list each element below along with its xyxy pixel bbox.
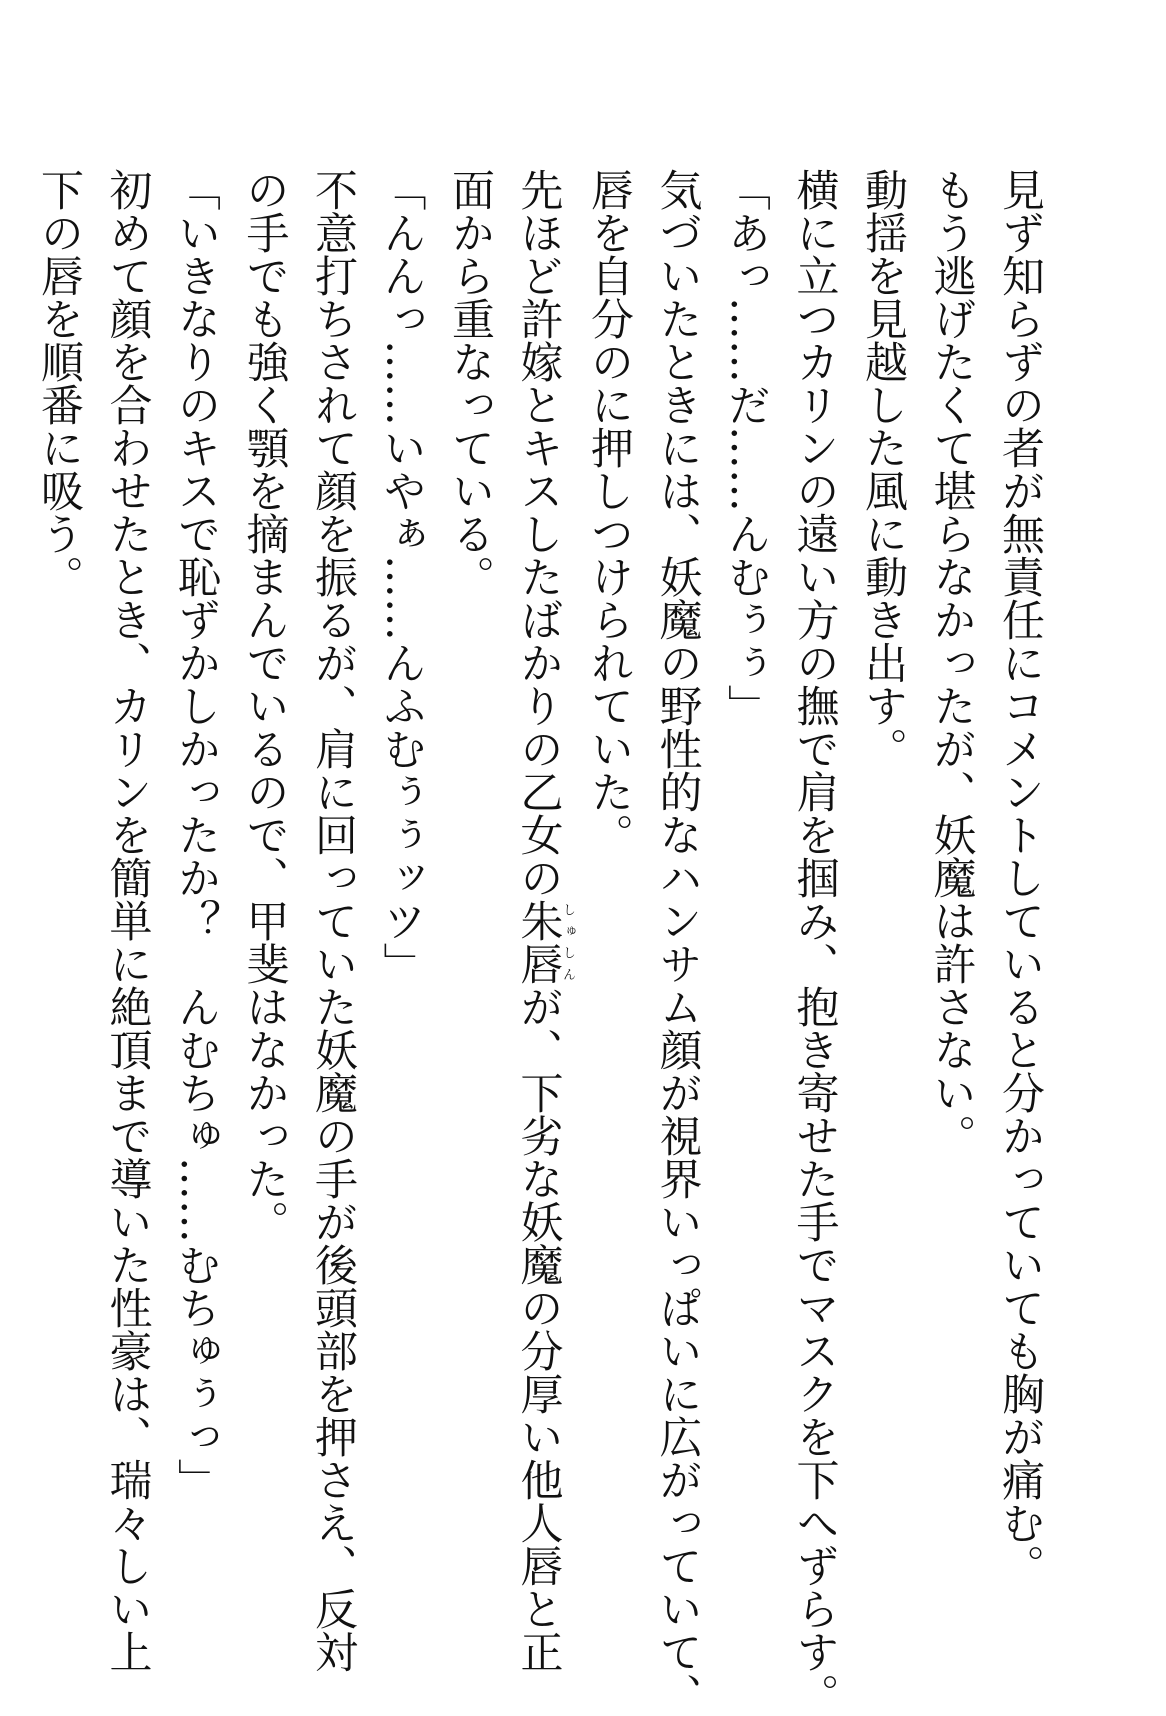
text-line: 見ず知らずの者が無責任にコメントしていると分かっていても胸が痛む。 (995, 168, 1045, 1587)
text-line: 唇を自分のに押しつけられていた。 (584, 168, 634, 856)
text-line: 下の唇を順番に吸う。 (34, 168, 84, 598)
text-line: 初めて顔を合わせたとき、カリンを簡単に絶頂まで導いた性豪は、瑞々しい上 (102, 168, 153, 1673)
ruby-annotation (513, 899, 575, 985)
ruby-line-before: 先ほど許嫁とキスしたばかりの乙女の (513, 168, 564, 899)
text-line: 横に立つカリンの遠い方の撫で肩を掴み、抱き寄せた手でマスクを下へずらす。 (789, 168, 840, 1716)
ruby-base: 朱唇 (513, 899, 564, 985)
text-line-with-ruby (504, 168, 575, 1673)
text-line: 「あっ……だ……んむぅぅ」 (721, 168, 771, 727)
text-line: 動揺を見越した風に動き出す。 (858, 168, 908, 770)
text-line: の手でも強く顎を摘まんでいるので、甲斐はなかった。 (239, 168, 290, 1243)
text-line: 「んんっ……いやぁ……んふむぅぅッツ」 (376, 168, 427, 985)
text-line: 不意打ちされて顔を振るが、肩に回っていた妖魔の手が後頭部を押さえ、反対 (308, 168, 358, 1673)
text-line: 「いきなりのキスで恥ずかしかったか？ んむちゅ……むちゅぅっ」 (171, 168, 221, 1501)
vertical-text-body (25, 168, 1055, 1716)
text-line: もう逃げたくて堪らなかったが、妖魔は許さない。 (926, 168, 977, 1157)
text-line: 気づいたときには、妖魔の野性的なハンサム顔が視界いっぱいに広がっていて、 (652, 168, 703, 1716)
ruby-reading: しゅしん (560, 899, 575, 985)
text-line: 面から重なっている。 (445, 168, 495, 598)
ruby-line-after: が、下劣な妖魔の分厚い他人唇と正 (513, 985, 564, 1673)
